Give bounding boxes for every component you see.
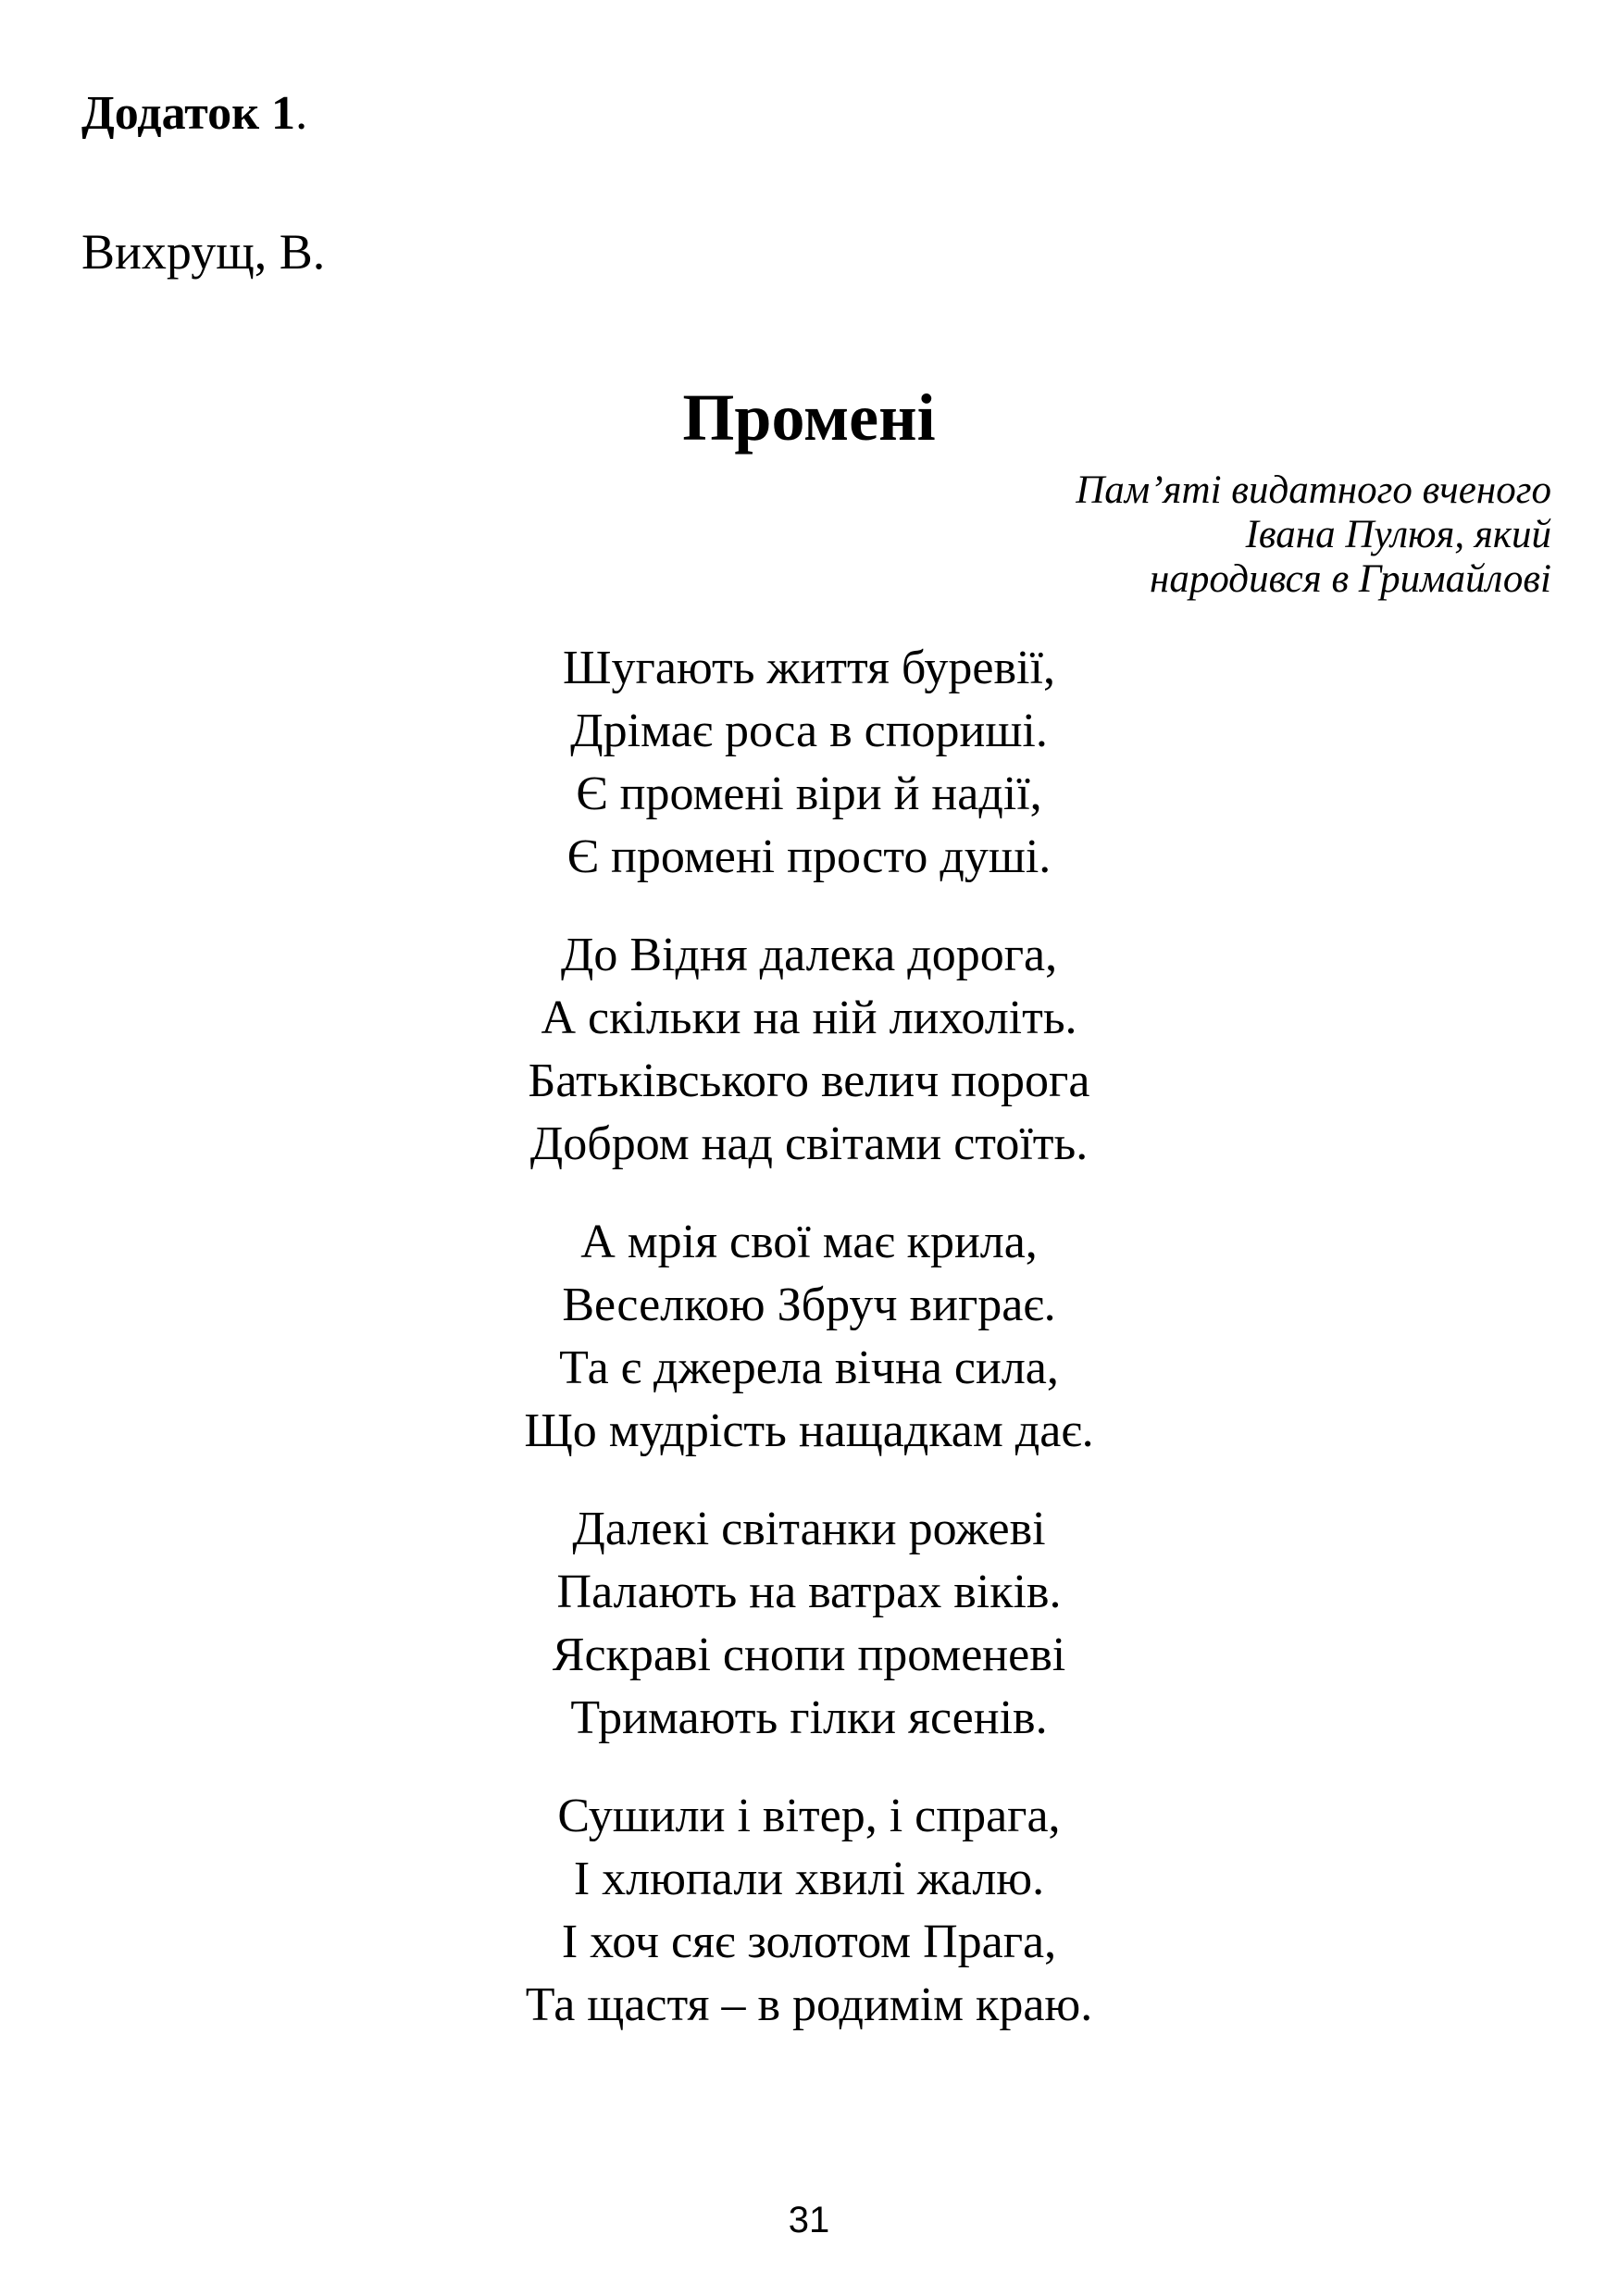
stanza — [0, 1785, 1618, 2037]
appendix-heading — [81, 81, 307, 146]
verse-line: Дрімає роса в спориші. — [570, 705, 1048, 757]
verse-line: Сушили і вітер, і спрага, — [557, 1790, 1061, 1842]
verse-line: І хоч сяє золотом Прага, — [561, 1915, 1057, 1968]
verse-line: А мрія свої має крила, — [580, 1216, 1038, 1268]
verse-line: Веселкою Збруч виграє. — [562, 1279, 1056, 1331]
author-name: Вихрущ, В. — [81, 224, 326, 280]
page-number: 31 — [788, 2200, 830, 2240]
verse-line: Є промені просто душі. — [566, 830, 1052, 883]
verse-line: Добром над світами стоїть. — [529, 1117, 1089, 1170]
verse-line: До Відня далека дорога, — [560, 929, 1058, 981]
verse-line: Що мудрість нащадкам дає. — [524, 1404, 1094, 1457]
stanza — [0, 1211, 1618, 1463]
dedication-line: Івана Пулюя, який — [1245, 513, 1551, 556]
verse-line: І хлюпали хвилі жалю. — [573, 1853, 1045, 1905]
verse-line: Шугають життя буревії, — [563, 642, 1055, 694]
verse-line: Палають на ватрах віків. — [556, 1566, 1062, 1618]
appendix-punctuation: . — [295, 87, 308, 140]
stanza — [0, 924, 1618, 1176]
verse-line: Далекі світанки рожеві — [572, 1503, 1046, 1555]
appendix-label: Додаток 1 — [81, 87, 296, 140]
dedication-line: Пам’яті видатного вченого — [1076, 468, 1551, 512]
verse-line: Та є джерела вічна сила, — [559, 1341, 1059, 1394]
verse-line: Та щастя – в родимім краю. — [525, 1978, 1093, 2031]
dedication-line: народився в Гримайлові — [1150, 557, 1551, 601]
verse-line: Батьківського велич порога — [528, 1054, 1090, 1107]
dedication — [1076, 468, 1551, 602]
verse-line: Є промені віри й надії, — [576, 767, 1042, 820]
verse-line: А скільки на ній лихоліть. — [541, 992, 1077, 1044]
poem-title: Промені — [682, 381, 936, 455]
stanza — [0, 637, 1618, 889]
verse-line: Тримають гілки ясенів. — [570, 1691, 1048, 1744]
poem-body — [0, 637, 1618, 2072]
stanza — [0, 1498, 1618, 1750]
verse-line: Яскраві снопи променеві — [552, 1628, 1066, 1681]
